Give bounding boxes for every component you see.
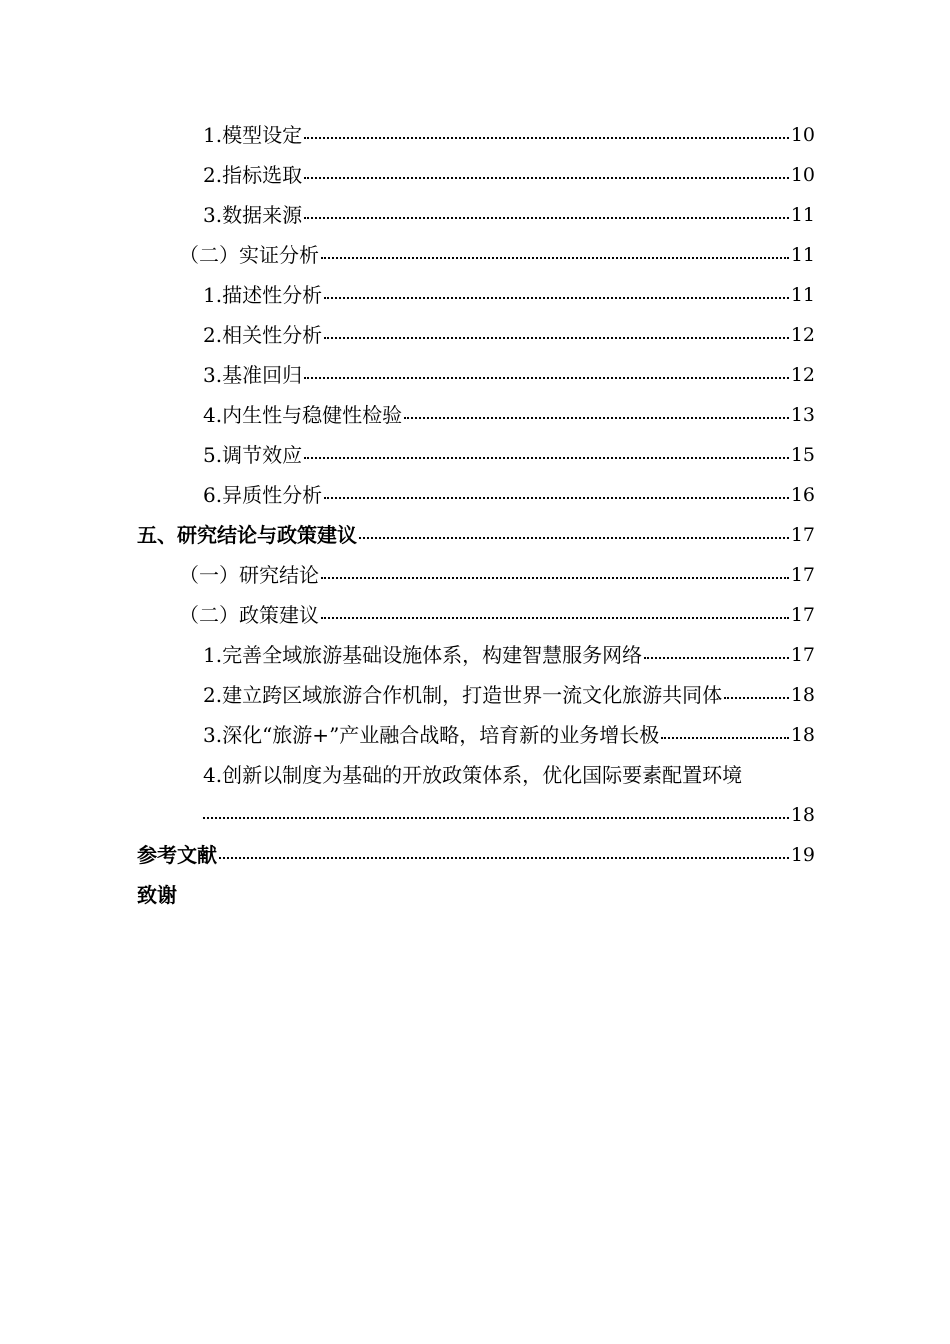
toc-leader-dots xyxy=(304,435,789,475)
toc-entry-label: 五、研究结论与政策建议 xyxy=(137,515,357,555)
toc-entry-label: （二）实证分析 xyxy=(179,235,319,275)
toc-entry-label: 3.深化“旅游+”产业融合战略，培育新的业务增长极 xyxy=(203,715,659,755)
toc-leader-dots xyxy=(321,235,789,275)
toc-entry-label: 1.模型设定 xyxy=(203,115,302,155)
toc-entry[interactable] xyxy=(137,475,815,515)
toc-entry[interactable] xyxy=(137,715,815,755)
toc-page-number: 15 xyxy=(790,444,815,466)
toc-entry[interactable] xyxy=(137,635,815,675)
toc-entry-label: 2.指标选取 xyxy=(203,155,302,195)
toc-entry[interactable] xyxy=(137,395,815,435)
toc-chapter-entry[interactable] xyxy=(137,515,815,555)
toc-entry-label: 参考文献 xyxy=(137,835,217,875)
toc-entry-label: 1.完善全域旅游基础设施体系，构建智慧服务网络 xyxy=(203,635,642,675)
toc-leader-dots xyxy=(324,475,789,515)
toc-page-number: 10 xyxy=(790,124,815,146)
toc-page-number: 18 xyxy=(790,684,815,706)
toc-page-number: 18 xyxy=(790,724,815,746)
toc-page-number: 13 xyxy=(790,404,815,426)
toc-entry-label: 3.数据来源 xyxy=(203,195,302,235)
toc-leader-dots xyxy=(359,515,789,555)
toc-entry[interactable] xyxy=(137,595,815,635)
toc-entry-label: 2.建立跨区域旅游合作机制，打造世界一流文化旅游共同体 xyxy=(203,675,722,715)
toc-entry[interactable] xyxy=(137,195,815,235)
toc-entry-label: 致谢 xyxy=(137,875,177,915)
toc-entry[interactable] xyxy=(137,115,815,155)
toc-leader-dots xyxy=(404,395,789,435)
toc-page-number: 11 xyxy=(790,204,815,226)
toc-chapter-entry[interactable] xyxy=(137,875,815,915)
toc-page-number: 12 xyxy=(790,324,815,346)
toc-leader-dots xyxy=(724,675,789,715)
toc-leader-dots xyxy=(324,315,789,355)
toc-entry[interactable] xyxy=(137,235,815,275)
toc-page-number: 16 xyxy=(790,484,815,506)
toc-leader-dots xyxy=(304,155,789,195)
toc-entry-label: 4.创新以制度为基础的开放政策体系，优化国际要素配置环境 xyxy=(203,755,742,795)
toc-entry-label: 1.描述性分析 xyxy=(203,275,322,315)
toc-leader-dots xyxy=(644,635,789,675)
toc-entry-label: 5.调节效应 xyxy=(203,435,302,475)
toc-leader-dots xyxy=(304,115,789,155)
table-of-contents xyxy=(137,115,815,915)
toc-page-number: 17 xyxy=(790,564,815,586)
toc-entry[interactable] xyxy=(137,155,815,195)
toc-entry-label: 3.基准回归 xyxy=(203,355,302,395)
toc-leader-dots xyxy=(203,795,789,835)
toc-page-number: 18 xyxy=(790,804,815,826)
toc-entry[interactable] xyxy=(137,435,815,475)
toc-entry-continuation[interactable] xyxy=(137,795,815,835)
toc-leader-dots xyxy=(661,715,789,755)
toc-leader-dots xyxy=(219,835,789,875)
toc-entry[interactable] xyxy=(137,275,815,315)
toc-leader-dots xyxy=(304,195,789,235)
toc-entry-label: （一）研究结论 xyxy=(179,555,319,595)
toc-leader-dots xyxy=(321,595,789,635)
toc-page-number: 17 xyxy=(790,604,815,626)
toc-page-number: 17 xyxy=(790,524,815,546)
toc-page-number: 12 xyxy=(790,364,815,386)
toc-chapter-entry[interactable] xyxy=(137,835,815,875)
toc-entry[interactable] xyxy=(137,555,815,595)
toc-entry-label: 6.异质性分析 xyxy=(203,475,322,515)
toc-page-number: 10 xyxy=(790,164,815,186)
toc-leader-dots xyxy=(324,275,789,315)
toc-page-number: 11 xyxy=(790,244,815,266)
toc-page-number: 17 xyxy=(790,644,815,666)
toc-entry[interactable] xyxy=(137,755,815,795)
toc-page-number: 11 xyxy=(790,284,815,306)
toc-entry-label: 4.内生性与稳健性检验 xyxy=(203,395,402,435)
toc-entry[interactable] xyxy=(137,315,815,355)
toc-leader-dots xyxy=(321,555,789,595)
toc-entry-label: （二）政策建议 xyxy=(179,595,319,635)
toc-leader-dots xyxy=(304,355,789,395)
toc-entry-label: 2.相关性分析 xyxy=(203,315,322,355)
toc-entry[interactable] xyxy=(137,675,815,715)
toc-entry[interactable] xyxy=(137,355,815,395)
toc-page-number: 19 xyxy=(790,844,815,866)
